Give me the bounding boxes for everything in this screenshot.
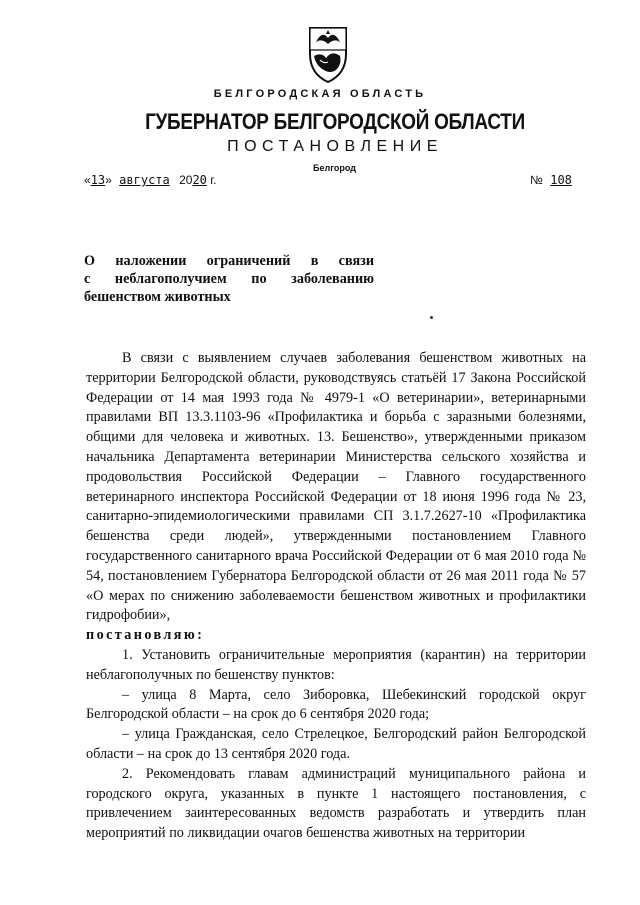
decree-body [86,349,586,844]
title-line: с неблагополучием по заболеванию [84,271,374,287]
preamble-paragraph: В связи с выявлением случаев заболевания бешенством животных на территории Белгородской области, руководствуясь статьёй 17 Закона Российской Федерации от 14 мая 1993 года № 4979-1 «О ветеринарии», ветеринарными правилами ВП 13.3.1103-96 «Профилактика и борьба с заразными болезнями, общими для человека и животных. 13. Бешенство», утвержденными приказом начальника Департамента ветеринарии Министерства сельского хозяйства и продовольствия Российской Федерации – Главного государственного ветеринарного инспектора Российской Федерации от 18 июня 1996 года № 23, санитарно-эпидемиологическими правилами СП 3.1.7.2627-10 «Профилактика бешенства среди людей», утвержденными постановлением Главного государственного санитарного врача Российской Федерации от 6 мая 2010 года № 54, постановлением Губернатора Белгородской области от 26 мая 2011 года № 57 «О мерах по снижению заболеваемости бешенством животных и профилактики гидрофобии», [86,350,586,624]
item-1b-paragraph: – улица Гражданская, село Стрелецкое, Белгородский район Белгородской области – на срок до 13 сентября 2020 года. [86,726,586,762]
number-label: № [530,173,543,187]
governor-heading: ГУБЕРНАТОР БЕЛГОРОДСКОЙ ОБЛАСТИ [145,109,525,134]
date-year-prefix: 20 [179,173,193,187]
title-line: бешенством животных [84,289,231,305]
region-name: БЕЛГОРОДСКАЯ ОБЛАСТЬ [213,88,427,100]
date-close-quote: » [105,173,112,187]
city-label: Белгород [313,163,356,173]
scan-speck [430,316,433,319]
decree-number [530,173,572,187]
item-2-paragraph: 2. Рекомендовать главам администраций муниципального района и городского округа, указанных в пункте 1 настоящего постановления, с привлечением заинтересованных ведомств разработать и утвердить план мероприятий по ликвидации очагов бешенства животных на территории [86,765,586,842]
resolve-word: постановляю: [86,627,205,644]
title-line: О наложении ограничений в связи [84,253,374,269]
item-1-paragraph: 1. Установить ограничительные мероприятия (карантин) на территории неблагополучных по бешенству пунктов: [86,646,586,683]
decree-heading: ПОСТАНОВЛЕНИЕ [227,138,443,155]
date-year-mark: г. [210,173,217,187]
date-day: 13 [90,173,106,187]
date-open-quote: « [84,173,91,187]
decree-title [84,252,374,306]
item-1a-paragraph: – улица 8 Марта, село Зиборовка, Шебекинский городской округ Белгородской области – на срок до 6 сентября 2020 года; [86,686,586,723]
coat-of-arms-emblem [304,20,352,84]
decree-date [84,173,217,187]
number-value: 108 [550,173,572,187]
date-year-suffix: 20 [192,173,207,187]
date-month: августа [119,173,170,187]
